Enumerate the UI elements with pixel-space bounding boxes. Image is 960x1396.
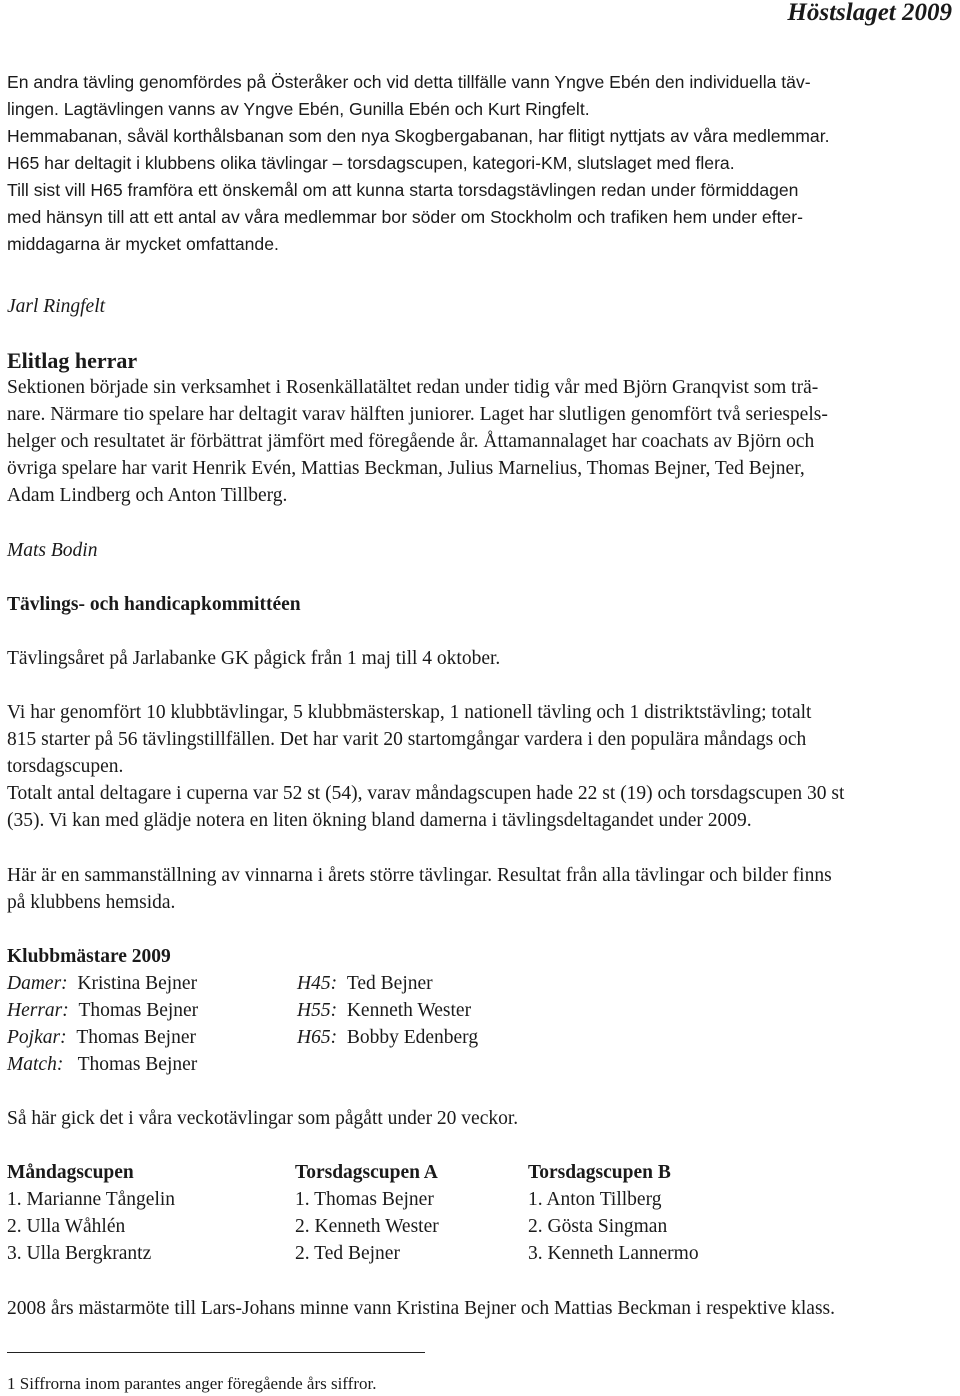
list-item bbox=[7, 997, 297, 1024]
page-content bbox=[7, 69, 947, 1322]
list-item bbox=[297, 970, 597, 997]
mastarmote-text: 2008 års mästarmöte till Lars-Johans minne vann Kristina Bejner och Mattias Beckman i respektive klass. bbox=[7, 1298, 836, 1319]
cup-title: Måndagscupen bbox=[7, 1162, 134, 1183]
text-line: Adam Lindberg och Anton Tillberg. bbox=[7, 485, 288, 506]
text-line: lingen. Lagtävlingen vanns av Yngve Ebén, Gunilla Ebén och Kurt Ringfelt. bbox=[7, 99, 590, 119]
signature-jarl: Jarl Ringfelt bbox=[7, 296, 106, 317]
list-item bbox=[7, 1024, 297, 1051]
list-item bbox=[7, 1051, 297, 1078]
section-heading-elitlag: Elitlag herrar bbox=[7, 348, 138, 373]
winner-name: Kenneth Wester bbox=[346, 1000, 472, 1021]
cup-result: 2. Kenneth Wester bbox=[295, 1216, 439, 1237]
text-line: 815 starter på 56 tävlingstillfällen. Det har varit 20 startomgångar vardera i den populära måndags och bbox=[7, 729, 807, 750]
text-line: torsdagscupen. bbox=[7, 756, 124, 777]
text-line: på klubbens hemsida. bbox=[7, 892, 176, 913]
class-label: Match: bbox=[7, 1054, 64, 1075]
signature-mats: Mats Bodin bbox=[7, 540, 98, 561]
winner-name: Thomas Bejner bbox=[76, 1027, 197, 1048]
cup-column bbox=[295, 1159, 528, 1267]
list-item bbox=[7, 970, 297, 997]
cup-result: 2. Ulla Wåhlén bbox=[7, 1216, 126, 1237]
cup-result: 1. Marianne Tångelin bbox=[7, 1189, 176, 1210]
klubbmastare-table bbox=[7, 970, 947, 1078]
cup-result: 3. Ulla Bergkrantz bbox=[7, 1243, 152, 1264]
tavling-paragraph-3 bbox=[7, 862, 947, 916]
text-line: En andra tävling genomfördes på Österåker och vid detta tillfälle vann Yngve Ebén den individuella täv- bbox=[7, 72, 811, 92]
class-label: H45: bbox=[297, 973, 338, 994]
cup-result: 1. Thomas Bejner bbox=[295, 1189, 434, 1210]
winner-name: Thomas Bejner bbox=[73, 1054, 198, 1075]
veckotavlingar-text: Så här gick det i våra veckotävlingar som pågått under 20 veckor. bbox=[7, 1108, 519, 1129]
tavling-paragraph-1: Tävlingsåret på Jarlabanke GK pågick från 1 maj till 4 oktober. bbox=[7, 648, 501, 669]
cup-results-table bbox=[7, 1159, 947, 1267]
cup-result: 2. Ted Bejner bbox=[295, 1243, 400, 1264]
class-label: Pojkar: bbox=[7, 1027, 67, 1048]
text-line: helger och resultatet är förbättrat jämfört med föregående år. Åttamannalaget har coachats av Björn och bbox=[7, 431, 815, 452]
class-label: H65: bbox=[297, 1027, 338, 1048]
cup-title: Torsdagscupen B bbox=[528, 1162, 671, 1183]
klubbmastare-left-column bbox=[7, 970, 297, 1078]
class-label: Damer: bbox=[7, 973, 68, 994]
footnote: 1 Siffrorna inom parantes anger föregående års siffror. bbox=[7, 1374, 377, 1393]
footnote-divider bbox=[7, 1352, 425, 1353]
text-line: Här är en sammanställning av vinnarna i årets större tävlingar. Resultat från alla tävlingar och bilder finns bbox=[7, 865, 832, 886]
text-line: middagarna är mycket omfattande. bbox=[7, 234, 279, 254]
text-line: Sektionen började sin verksamhet i Rosenkällatältet redan under tidig vår med Björn Granqvist som trä- bbox=[7, 377, 819, 398]
cup-result: 2. Gösta Singman bbox=[528, 1216, 668, 1237]
page-header-title: Höstslaget 2009 bbox=[787, 0, 952, 26]
text-line: Vi har genomfört 10 klubbtävlingar, 5 klubbmästerskap, 1 nationell tävling och 1 distriktstävling; totalt bbox=[7, 702, 812, 723]
winner-name: Kristina Bejner bbox=[77, 973, 198, 994]
list-item bbox=[297, 1024, 597, 1051]
cup-column bbox=[7, 1159, 295, 1267]
cup-title: Torsdagscupen A bbox=[295, 1162, 438, 1183]
text-line: (35). Vi kan med glädje notera en liten ökning bland damerna i tävlingsdeltagandet under 2009. bbox=[7, 810, 752, 831]
winner-name: Bobby Edenberg bbox=[346, 1027, 479, 1048]
text-line: med hänsyn till att ett antal av våra medlemmar bor söder om Stockholm och trafiken hem under efter- bbox=[7, 207, 803, 227]
tavling-paragraph-2 bbox=[7, 699, 947, 834]
cup-result: 1. Anton Tillberg bbox=[528, 1189, 662, 1210]
winner-name: Thomas Bejner bbox=[78, 1000, 199, 1021]
text-line: övriga spelare har varit Henrik Evén, Mattias Beckman, Julius Marnelius, Thomas Bejner, Ted Bejner, bbox=[7, 458, 805, 479]
klubbmastare-heading: Klubbmästare 2009 bbox=[7, 946, 171, 967]
text-line: Hemmabanan, såväl korthålsbanan som den nya Skogbergabanan, har flitigt nyttjats av våra medlemmar. bbox=[7, 126, 830, 146]
klubbmastare-right-column bbox=[297, 970, 597, 1078]
text-line: Totalt antal deltagare i cuperna var 52 st (54), varav måndagscupen hade 22 st (19) och torsdagscupen 30 st bbox=[7, 783, 845, 804]
text-line: nare. Närmare tio spelare har deltagit varav hälften juniorer. Laget har slutligen genomfört två seriespels- bbox=[7, 404, 828, 425]
text-line: H65 har deltagit i klubbens olika tävlingar – torsdagscupen, kategori-KM, slutslaget med flera. bbox=[7, 153, 735, 173]
class-label: H55: bbox=[297, 1000, 338, 1021]
winner-name: Ted Bejner bbox=[346, 973, 433, 994]
cup-column bbox=[528, 1159, 788, 1267]
section-heading-tavling: Tävlings- och handicapkommittéen bbox=[7, 594, 301, 615]
text-line: Till sist vill H65 framföra ett önskemål om att kunna starta torsdagstävlingen redan under förmiddagen bbox=[7, 180, 799, 200]
cup-result: 3. Kenneth Lannermo bbox=[528, 1243, 699, 1264]
elitlag-paragraph bbox=[7, 374, 947, 509]
intro-paragraph bbox=[7, 69, 947, 258]
list-item bbox=[297, 997, 597, 1024]
class-label: Herrar: bbox=[7, 1000, 69, 1021]
